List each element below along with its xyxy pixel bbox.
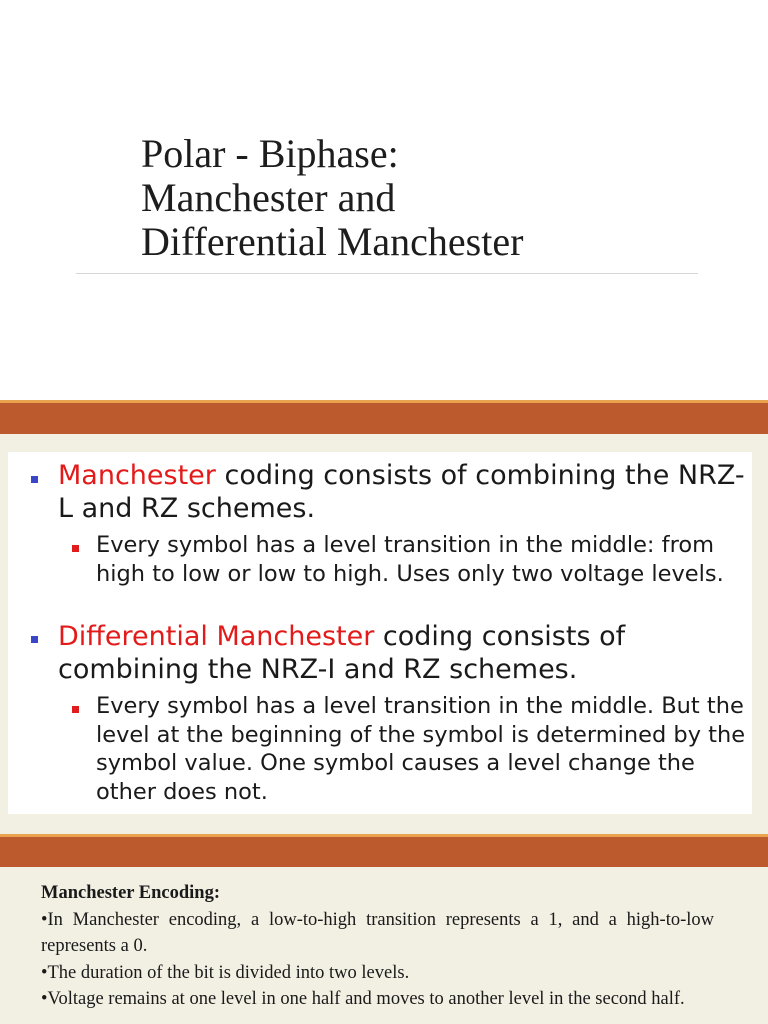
slide-title (141, 132, 701, 264)
notes-heading: Manchester Encoding: (41, 883, 221, 903)
square-bullet-icon (31, 636, 38, 643)
bullet-differential-manchester (58, 620, 748, 686)
top-accent-band (0, 400, 768, 434)
square-bullet-icon (31, 476, 38, 483)
bullet-text: coding consists of combining the NRZ-I and RZ schemes. (58, 621, 626, 685)
title-line-3: Differential Manchester (141, 219, 524, 264)
square-bullet-icon (72, 545, 79, 552)
bullet-highlight: Differential Manchester (58, 621, 375, 652)
title-slide (0, 0, 768, 400)
title-line-1: Polar - Biphase: (141, 131, 399, 176)
title-divider (76, 273, 698, 274)
notes-item: •The duration of the bit is divided into two levels. (41, 962, 410, 983)
bullet-manchester (58, 459, 748, 525)
notes-item: •In Manchester encoding, a low-to-high transition represents a 1, and a high-to-low represents a 0. (41, 909, 714, 956)
bullet-text: coding consists of combining the NRZ-L and RZ schemes. (58, 460, 745, 524)
bullet-highlight: Manchester (58, 460, 216, 491)
square-bullet-icon (72, 706, 79, 713)
notes-item: •Voltage remains at one level in one half and moves to another level in the second half. (41, 989, 685, 1009)
mid-accent-band (0, 834, 768, 867)
sub-bullet-differential-manchester: Every symbol has a level transition in the middle. But the level at the beginning of the symbol is determined by the symbol value. One symbol causes a level change the other does not. (96, 693, 746, 805)
notes (41, 880, 714, 1013)
sub-bullet-manchester: Every symbol has a level transition in the middle: from high to low or low to high. Uses only two voltage levels. (96, 532, 724, 587)
title-line-2: Manchester and (141, 175, 396, 220)
